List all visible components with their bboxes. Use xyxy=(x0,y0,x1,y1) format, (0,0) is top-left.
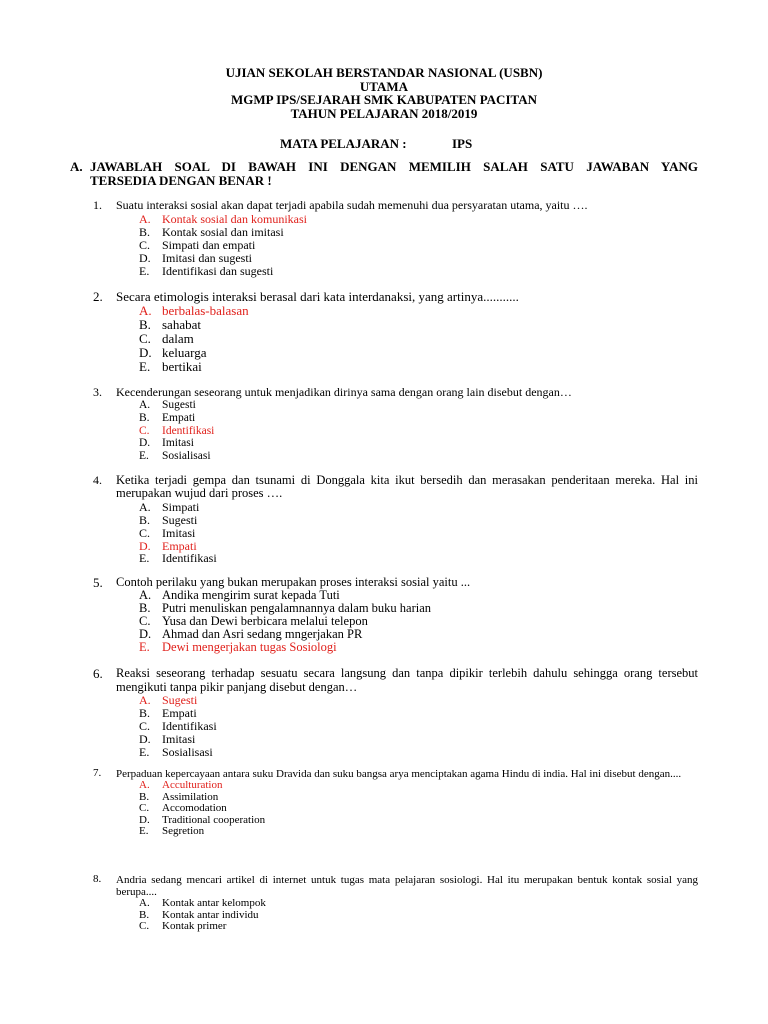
option-text: Kontak primer xyxy=(162,920,227,933)
option-letter: A. xyxy=(139,399,151,412)
header-line-2: UTAMA xyxy=(359,78,409,94)
option-text: bertikai xyxy=(162,359,202,374)
option-text: Imitasi dan sugesti xyxy=(162,250,252,265)
option-text: Imitasi xyxy=(162,437,194,450)
exam-header xyxy=(0,66,768,120)
question-number: 7. xyxy=(93,767,102,779)
option-letter: E. xyxy=(139,263,150,278)
option-c[interactable] xyxy=(139,527,698,540)
option-text: Andika mengirim surat kepada Tuti xyxy=(162,588,340,603)
option-text: Accomodation xyxy=(162,802,227,815)
option-c[interactable] xyxy=(139,921,698,933)
question-number: 3. xyxy=(93,385,102,399)
option-letter: D. xyxy=(139,437,151,450)
option-text: Segretion xyxy=(162,825,205,838)
option-text: Putri menuliskan pengalamnannya dalam buku harian xyxy=(162,601,432,616)
question-3 xyxy=(93,386,698,462)
option-text: Sugesti xyxy=(162,693,198,708)
option-letter: C. xyxy=(139,424,150,437)
question-6 xyxy=(93,667,698,759)
option-text: Kontak sosial dan komunikasi xyxy=(162,211,307,226)
option-letter: A. xyxy=(139,211,151,226)
section-line-1: JAWABLAH SOAL DI BAWAH INI DENGAN MEMILIH SALAH SATU JAWABAN YANG xyxy=(90,159,698,174)
option-list xyxy=(139,694,698,759)
option-e[interactable] xyxy=(139,360,698,374)
question-stem: Secara etimologis interaksi berasal dari kata interdanaksi, yang artinya........... xyxy=(116,289,519,304)
question-1 xyxy=(93,199,698,278)
option-text: berbalas-balasan xyxy=(162,303,249,318)
subject-value: IPS xyxy=(452,136,473,151)
option-text: Identifikasi xyxy=(162,719,217,733)
option-letter: E. xyxy=(139,744,150,759)
option-a[interactable] xyxy=(139,780,698,792)
option-e[interactable] xyxy=(139,826,698,838)
option-text: Yusa dan Dewi berbicara melalui telepon xyxy=(162,614,368,629)
option-d[interactable] xyxy=(139,815,698,827)
option-text: keluarga xyxy=(162,345,207,360)
subject-label: MATA PELAJARAN : xyxy=(280,136,407,151)
option-b[interactable] xyxy=(139,412,698,425)
question-number: 6. xyxy=(93,666,103,681)
option-a[interactable] xyxy=(139,304,698,318)
option-letter: B. xyxy=(139,790,150,803)
question-8 xyxy=(93,874,698,933)
option-text: Identifikasi dan sugesti xyxy=(162,263,274,278)
option-a[interactable] xyxy=(139,694,698,707)
option-list xyxy=(139,213,698,278)
option-text: Acculturation xyxy=(162,779,223,791)
option-b[interactable] xyxy=(139,514,698,527)
option-a[interactable] xyxy=(139,501,698,514)
option-list xyxy=(139,304,698,374)
option-letter: D. xyxy=(139,250,151,265)
option-text: Empati xyxy=(162,538,197,553)
option-d[interactable] xyxy=(139,252,698,265)
option-text: Kontak sosial dan imitasi xyxy=(162,224,284,239)
option-e[interactable] xyxy=(139,641,698,654)
option-letter: D. xyxy=(139,731,151,746)
option-letter: A. xyxy=(139,693,151,708)
option-a[interactable] xyxy=(139,399,698,412)
option-text: Imitasi xyxy=(162,731,196,746)
option-letter: B. xyxy=(139,601,151,616)
option-b[interactable] xyxy=(139,318,698,332)
option-letter: B. xyxy=(139,317,151,332)
option-letter: E. xyxy=(139,449,149,462)
option-text: Ahmad dan Asri sedang mngerjakan PR xyxy=(162,627,363,642)
option-a[interactable] xyxy=(139,213,698,226)
option-text: Kontak antar individu xyxy=(162,908,259,921)
option-text: sahabat xyxy=(162,317,201,332)
question-stem: Perpaduan kepercayaan antara suku Dravida dan suku bangsa arya menciptakan agama Hindu di india. Hal ini disebut dengan.... xyxy=(116,768,682,780)
option-letter: E. xyxy=(139,359,151,374)
option-text: Traditional cooperation xyxy=(162,813,266,826)
option-c[interactable] xyxy=(139,720,698,733)
option-letter: B. xyxy=(139,224,151,239)
option-letter: A. xyxy=(139,779,150,791)
option-d[interactable] xyxy=(139,540,698,553)
option-letter: E. xyxy=(139,640,150,655)
option-list xyxy=(139,501,698,566)
option-text: Assimilation xyxy=(162,790,219,803)
question-stem: Suatu interaksi sosial akan dapat terjadi apabila sudah memenuhi dua persyaratan utama, yaitu …. xyxy=(116,198,588,212)
option-letter: C. xyxy=(139,719,151,733)
option-text: Identifikasi xyxy=(162,424,215,437)
option-c[interactable] xyxy=(139,239,698,252)
option-d[interactable] xyxy=(139,733,698,746)
option-c[interactable] xyxy=(139,425,698,438)
option-list xyxy=(139,589,698,654)
option-e[interactable] xyxy=(139,265,698,278)
question-stem: Ketika terjadi gempa dan tsunami di Donggala kita ikut bersedih dan merasakan penderitaan mereka. Hal ini merupakan wujud dari proses …. xyxy=(116,473,698,501)
question-stem: Reaksi seseorang terhadap sesuatu secara langsung dan tanpa dipikir terlebih dahulu sehingga orang tersebut mengikuti tanpa pikir panjang disebut dengan… xyxy=(116,666,698,694)
option-e[interactable] xyxy=(139,450,698,463)
option-text: Imitasi xyxy=(162,525,196,540)
option-letter: C. xyxy=(139,920,150,933)
option-list xyxy=(139,399,698,462)
option-text: Identifikasi xyxy=(162,551,217,566)
option-list xyxy=(139,898,698,933)
section-letter: A. xyxy=(70,159,83,174)
question-stem: Andria sedang mencari artikel di internet untuk tugas mata pelajaran sosiologi. Hal itu merupakan bentuk kontak sosial yang berupa.... xyxy=(116,874,698,898)
option-letter: D. xyxy=(139,627,152,642)
question-number: 8. xyxy=(93,873,102,885)
option-text: Empati xyxy=(162,706,197,721)
option-e[interactable] xyxy=(139,552,698,565)
option-letter: A. xyxy=(139,499,151,514)
option-text: Sosialisasi xyxy=(162,449,211,462)
option-d[interactable] xyxy=(139,346,698,360)
option-letter: E. xyxy=(139,825,149,838)
option-text: Sosialisasi xyxy=(162,744,213,759)
option-letter: A. xyxy=(139,897,150,909)
option-a[interactable] xyxy=(139,898,698,910)
option-letter: C. xyxy=(139,331,151,346)
question-number: 2. xyxy=(93,289,103,304)
option-letter: B. xyxy=(139,512,151,527)
option-text: Dewi mengerjakan tugas Sosiologi xyxy=(162,640,337,655)
question-2 xyxy=(93,290,698,374)
option-text: Kontak antar kelompok xyxy=(162,897,266,909)
option-text: dalam xyxy=(162,331,194,346)
option-text: Sugesti xyxy=(162,512,198,527)
header-line-3: MGMP IPS/SEJARAH SMK KABUPATEN PACITAN xyxy=(231,92,537,108)
option-letter: C. xyxy=(139,614,151,629)
question-7 xyxy=(93,768,698,838)
header-line-4: TAHUN PELAJARAN 2018/2019 xyxy=(290,105,478,121)
section-instruction xyxy=(70,160,698,188)
question-stem: Contoh perilaku yang bukan merupakan proses interaksi sosial yaitu ... xyxy=(116,575,471,589)
option-letter: D. xyxy=(139,813,150,826)
option-list xyxy=(139,780,698,838)
option-text: Simpati xyxy=(162,499,200,514)
option-letter: A. xyxy=(139,303,152,318)
option-letter: B. xyxy=(139,908,150,921)
option-letter: D. xyxy=(139,345,152,360)
option-letter: E. xyxy=(139,551,150,566)
option-b[interactable] xyxy=(139,707,698,720)
option-text: Simpati dan empati xyxy=(162,237,256,252)
option-e[interactable] xyxy=(139,746,698,759)
option-letter: C. xyxy=(139,237,151,252)
option-letter: C. xyxy=(139,525,151,540)
question-number: 1. xyxy=(93,198,102,212)
option-b[interactable] xyxy=(139,226,698,239)
option-letter: C. xyxy=(139,802,150,815)
section-line-2: TERSEDIA DENGAN BENAR ! xyxy=(90,173,272,189)
option-text: Empati xyxy=(162,412,196,424)
option-text: Sugesti xyxy=(162,399,196,412)
question-number: 5. xyxy=(93,575,103,590)
question-number: 4. xyxy=(93,473,102,487)
header-line-1: UJIAN SEKOLAH BERSTANDAR NASIONAL (USBN) xyxy=(225,65,543,80)
option-letter: B. xyxy=(139,706,151,721)
subject-line xyxy=(280,136,580,152)
question-stem: Kecenderungan seseorang untuk menjadikan dirinya sama dengan orang lain disebut dengan… xyxy=(116,385,572,399)
option-c[interactable] xyxy=(139,332,698,346)
option-letter: A. xyxy=(139,588,152,603)
option-d[interactable] xyxy=(139,437,698,450)
option-letter: D. xyxy=(139,538,151,553)
question-5 xyxy=(93,576,698,654)
question-4 xyxy=(93,474,698,565)
option-letter: B. xyxy=(139,412,150,424)
